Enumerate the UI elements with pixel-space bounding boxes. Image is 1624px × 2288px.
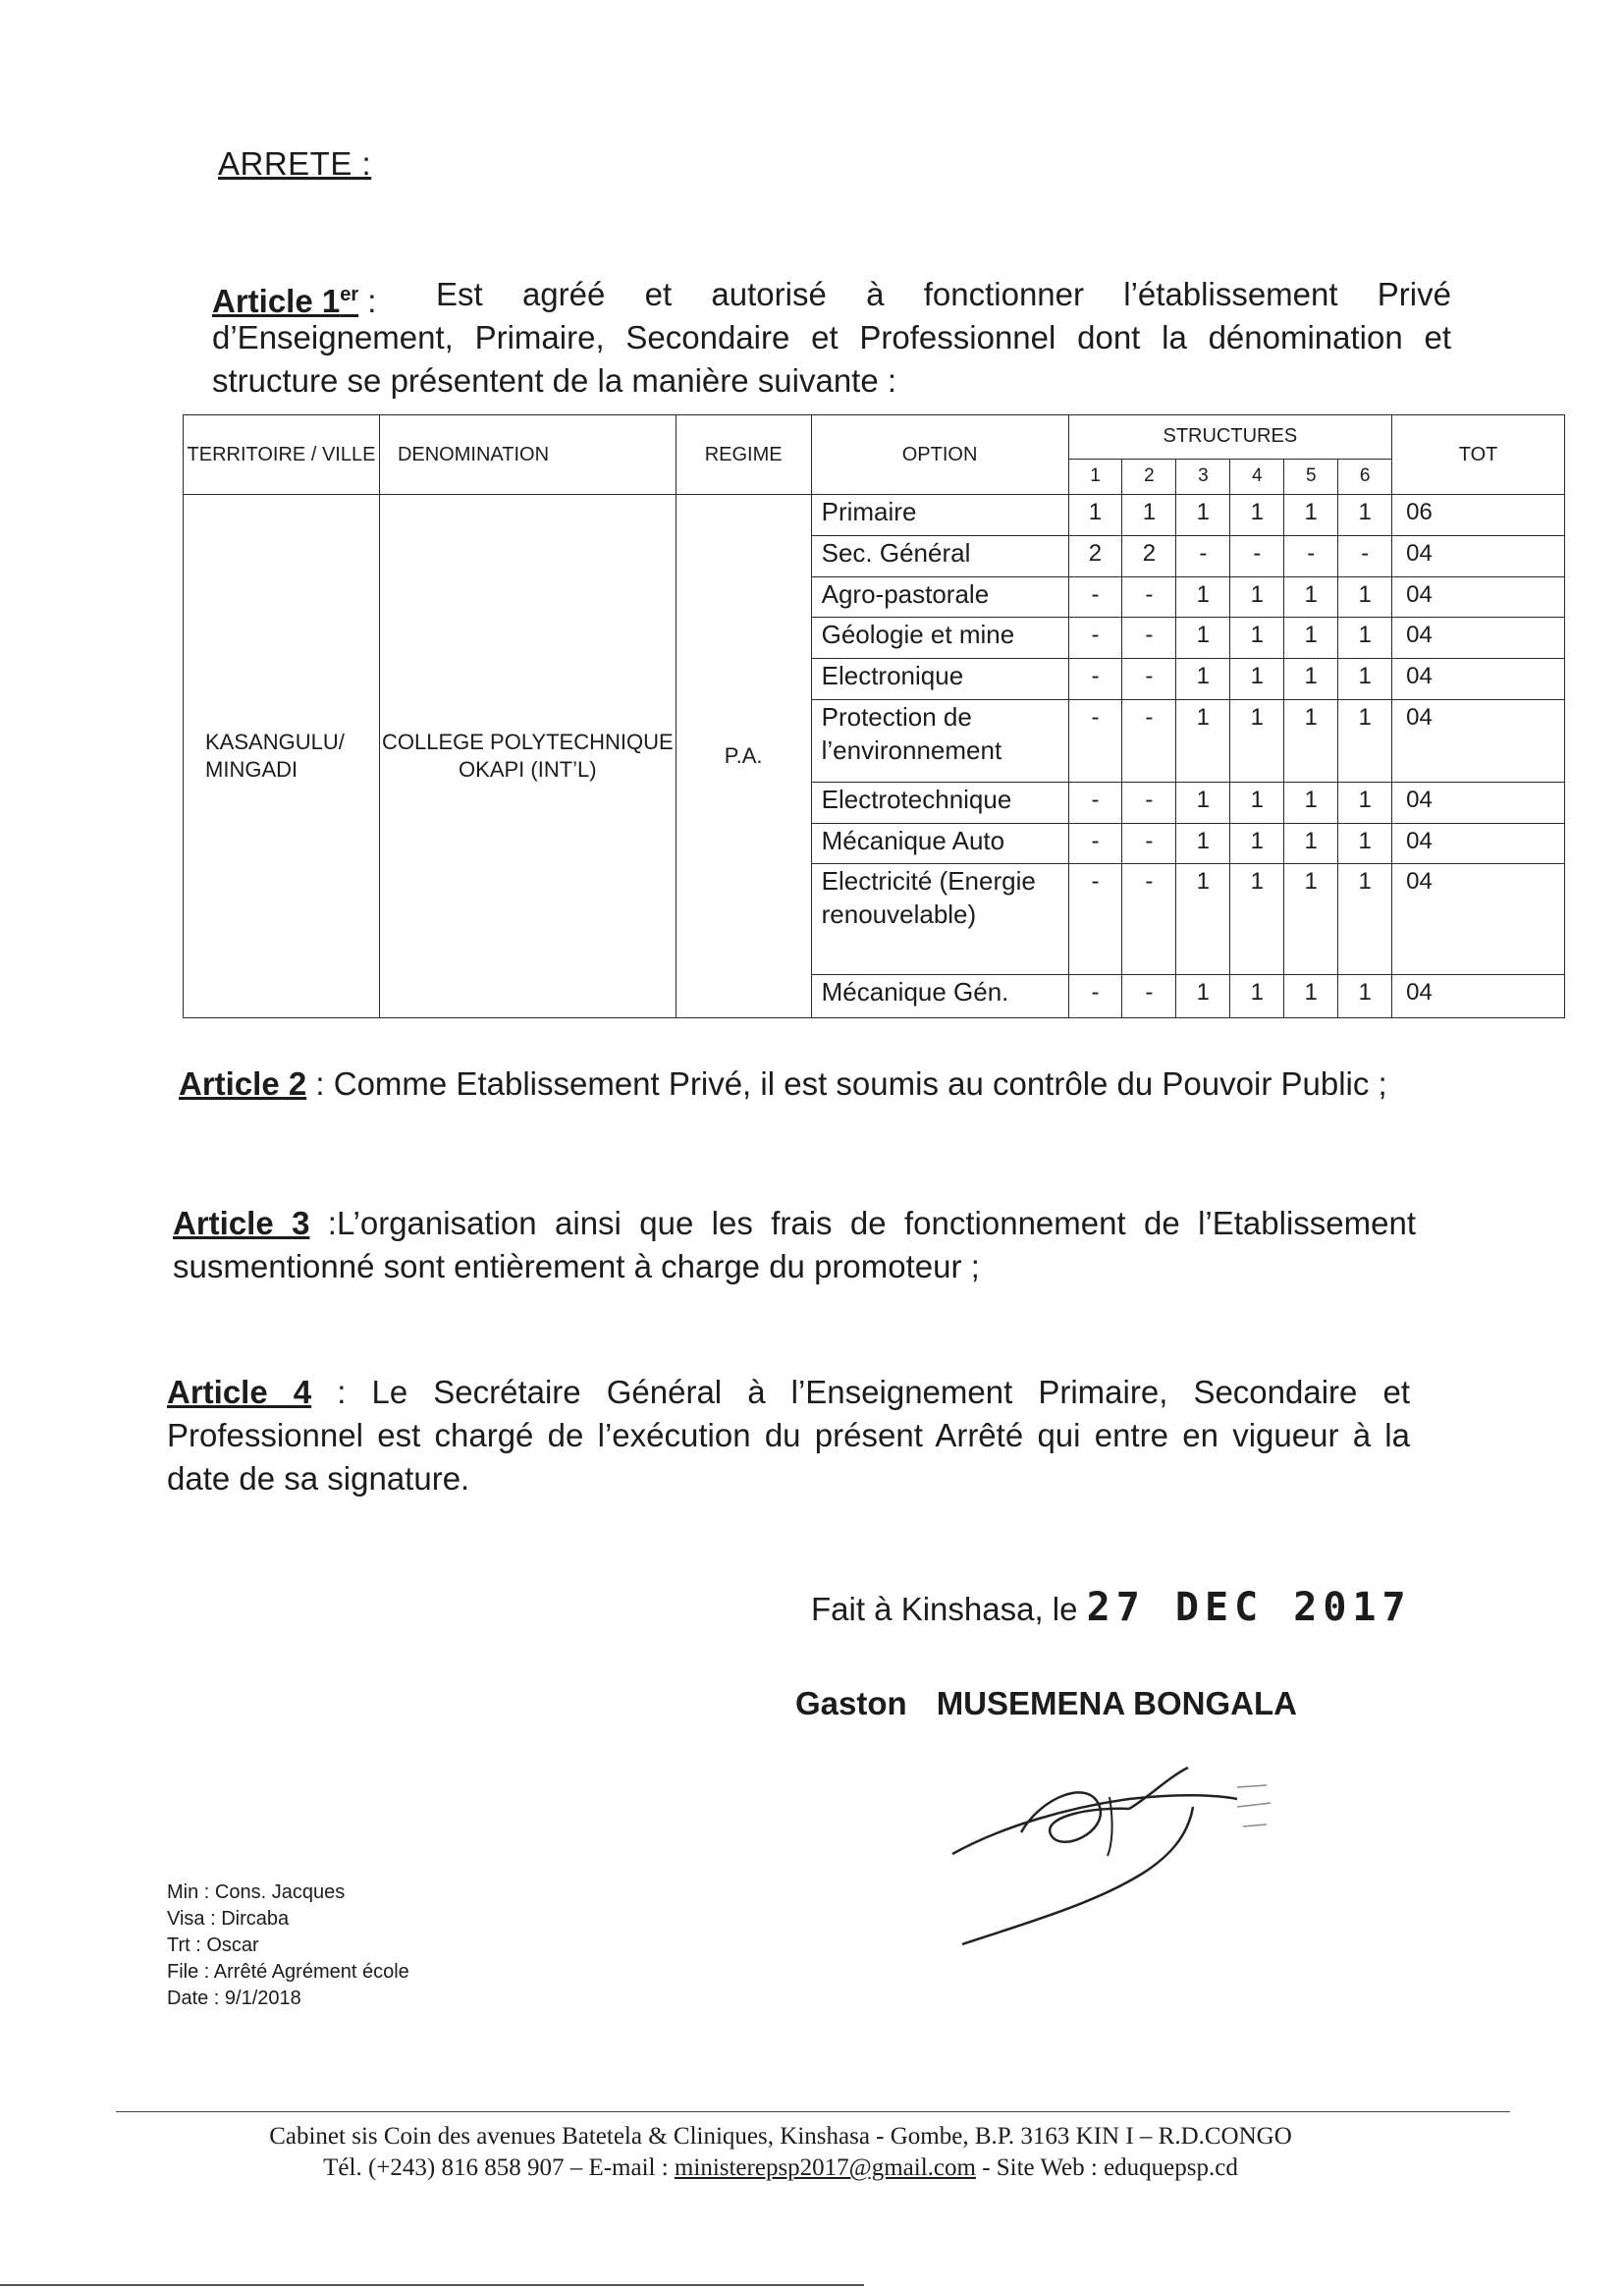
structure-cell: -: [1122, 864, 1176, 974]
structure-cell: 2: [1068, 535, 1122, 576]
structure-cell: -: [1230, 535, 1284, 576]
structure-number: 3: [1176, 459, 1230, 494]
structure-cell: 1: [1068, 495, 1122, 536]
structure-cell: -: [1122, 576, 1176, 618]
structure-cell: 1: [1230, 974, 1284, 1017]
table-row: [184, 495, 1565, 536]
structure-cell: 1: [1230, 618, 1284, 659]
structure-cell: -: [1338, 535, 1392, 576]
structure-cell: 1: [1230, 782, 1284, 823]
article-4-label: Article 4: [167, 1374, 312, 1410]
file-notes: Min : Cons. Jacques Visa : Dircaba Trt : Oscar File : Arrêté Agrément école Date : 9/1/2018: [167, 1881, 409, 2009]
article-1: Article 1er : Est agréé et autorisé à fonctionner l’établissement Privé d’Enseignement, Primaire, Secondaire et Professionnel dont la dénomination et structure se présentent de la manière suivante :: [212, 273, 1451, 323]
option-cell: Mécanique Auto: [811, 823, 1068, 864]
option-cell: Agro-pastorale: [811, 576, 1068, 618]
structure-cell: 1: [1338, 495, 1392, 536]
structure-cell: 1: [1122, 495, 1176, 536]
total-cell: 04: [1392, 782, 1565, 823]
option-cell: Electricité (Energie renouvelable): [811, 864, 1068, 974]
structure-cell: 1: [1230, 823, 1284, 864]
total-cell: 04: [1392, 864, 1565, 974]
structure-number: 2: [1122, 459, 1176, 494]
total-cell: 04: [1392, 576, 1565, 618]
structure-cell: 1: [1284, 618, 1338, 659]
email-link[interactable]: ministerepsp2017@gmail.com: [674, 2154, 976, 2181]
date-stamp: 27 DEC 2017: [1086, 1585, 1412, 1630]
option-cell: Primaire: [811, 495, 1068, 536]
article-1-label: Article 1er: [212, 283, 359, 319]
article-4: Article 4 : Le Secrétaire Général à l’Enseignement Primaire, Secondaire et Professionnel est chargé de l’exécution du présent Arrêté qui entre en vigueur à la date de sa signature.: [167, 1374, 1410, 1497]
structure-cell: 1: [1176, 974, 1230, 1017]
header-option: OPTION: [811, 415, 1068, 495]
structure-cell: -: [1122, 700, 1176, 783]
total-cell: 04: [1392, 535, 1565, 576]
structure-cell: 1: [1338, 864, 1392, 974]
article-2: Article 2 : Comme Etablissement Privé, il est soumis au contrôle du Pouvoir Public ;: [179, 1065, 1387, 1102]
structure-cell: 1: [1230, 659, 1284, 700]
structure-cell: -: [1068, 782, 1122, 823]
structure-cell: -: [1122, 823, 1176, 864]
structure-cell: 1: [1284, 576, 1338, 618]
structure-cell: 1: [1338, 782, 1392, 823]
structure-cell: -: [1068, 823, 1122, 864]
article-2-text: Comme Etablissement Privé, il est soumis au contrôle du Pouvoir Public ;: [333, 1065, 1387, 1102]
option-cell: Géologie et mine: [811, 618, 1068, 659]
structure-cell: 1: [1284, 974, 1338, 1017]
structure-cell: 1: [1176, 576, 1230, 618]
header-territoire: TERRITOIRE / VILLE: [184, 415, 380, 495]
article-3-text: L’organisation ainsi que les frais de fonctionnement de l’Etablissement susmentionné sont entièrement à charge du promoteur ;: [173, 1205, 1417, 1284]
denomination-cell: COLLEGE POLYTECHNIQUE OKAPI (INT’L): [379, 495, 676, 1018]
option-cell: Protection de l’environnement: [811, 700, 1068, 783]
structure-cell: 1: [1284, 659, 1338, 700]
header-denomination: DENOMINATION: [379, 415, 676, 495]
structure-cell: 1: [1284, 864, 1338, 974]
structure-cell: 1: [1338, 700, 1392, 783]
structure-cell: 1: [1176, 823, 1230, 864]
structure-cell: 1: [1176, 618, 1230, 659]
footer-contact: Tél. (+243) 816 858 907 – E-mail : ministerepsp2017@gmail.com - Site Web : eduquepsp.cd: [323, 2154, 1238, 2181]
structure-cell: 1: [1338, 823, 1392, 864]
structure-cell: 1: [1176, 782, 1230, 823]
structure-cell: -: [1122, 782, 1176, 823]
structure-cell: -: [1122, 974, 1176, 1017]
structure-number: 4: [1230, 459, 1284, 494]
article-1-text: Est agréé et autorisé à fonctionner l’établissement Privé d’Enseignement, Primaire, Secondaire et Professionnel dont la dénomination et structure se présentent de la manière suivante :: [212, 276, 1451, 399]
structure-cell: 1: [1230, 864, 1284, 974]
total-cell: 04: [1392, 823, 1565, 864]
handwritten-signature-icon: [943, 1738, 1355, 1964]
structure-cell: -: [1122, 659, 1176, 700]
structures-table: [183, 414, 1565, 1018]
structure-cell: 1: [1284, 782, 1338, 823]
header-tot: TOT: [1392, 415, 1565, 495]
total-cell: 04: [1392, 974, 1565, 1017]
structure-cell: 1: [1176, 700, 1230, 783]
total-cell: 06: [1392, 495, 1565, 536]
option-cell: Mécanique Gén.: [811, 974, 1068, 1017]
option-cell: Sec. Général: [811, 535, 1068, 576]
structure-cell: 1: [1338, 659, 1392, 700]
article-3: Article 3 :L’organisation ainsi que les frais de fonctionnement de l’Etablissement susmentionné sont entièrement à charge du promoteur ;: [173, 1205, 1417, 1284]
document-heading: ARRETE :: [218, 145, 372, 182]
structure-cell: 1: [1338, 974, 1392, 1017]
article-2-label: Article 2: [179, 1065, 307, 1102]
structure-cell: 1: [1338, 576, 1392, 618]
structure-cell: 1: [1176, 495, 1230, 536]
structure-cell: 1: [1230, 495, 1284, 536]
structure-cell: 2: [1122, 535, 1176, 576]
total-cell: 04: [1392, 659, 1565, 700]
article-3-label: Article 3: [173, 1205, 310, 1241]
footer: [137, 2121, 1424, 2184]
territoire-cell: KASANGULU/ MINGADI: [184, 495, 380, 1018]
signatory-name: Gaston MUSEMENA BONGALA: [795, 1685, 1297, 1721]
structure-cell: -: [1176, 535, 1230, 576]
structure-number: 5: [1284, 459, 1338, 494]
total-cell: 04: [1392, 700, 1565, 783]
article-4-text: Le Secrétaire Général à l’Enseignement Primaire, Secondaire et Professionnel est chargé de l’exécution du présent Arrêté qui entre en vigueur à la date de sa signature.: [167, 1374, 1410, 1497]
structure-cell: 1: [1338, 618, 1392, 659]
signature-place-date: Fait à Kinshasa, le 27 DEC 2017: [811, 1585, 1412, 1630]
structure-cell: 1: [1284, 823, 1338, 864]
structure-cell: -: [1068, 576, 1122, 618]
structure-cell: 1: [1284, 700, 1338, 783]
footer-address: Cabinet sis Coin des avenues Batetela & Cliniques, Kinshasa - Gombe, B.P. 3163 KIN I – R.D.CONGO: [269, 2123, 1292, 2150]
structure-cell: 1: [1284, 495, 1338, 536]
header-regime: REGIME: [676, 415, 811, 495]
bottom-divider: [0, 2284, 864, 2286]
structure-cell: 1: [1176, 864, 1230, 974]
regime-cell: P.A.: [676, 495, 811, 1018]
structure-cell: -: [1068, 618, 1122, 659]
total-cell: 04: [1392, 618, 1565, 659]
option-cell: Electrotechnique: [811, 782, 1068, 823]
structure-cell: -: [1068, 700, 1122, 783]
structure-cell: -: [1068, 864, 1122, 974]
footer-divider: [116, 2111, 1510, 2112]
structure-cell: -: [1068, 974, 1122, 1017]
structure-number: 6: [1338, 459, 1392, 494]
structure-cell: 1: [1230, 576, 1284, 618]
structure-cell: -: [1122, 618, 1176, 659]
structure-cell: 1: [1230, 700, 1284, 783]
structure-number: 1: [1068, 459, 1122, 494]
structure-cell: -: [1068, 659, 1122, 700]
option-cell: Electronique: [811, 659, 1068, 700]
structure-cell: -: [1284, 535, 1338, 576]
structure-cell: 1: [1176, 659, 1230, 700]
header-structures: STRUCTURES: [1068, 415, 1392, 460]
